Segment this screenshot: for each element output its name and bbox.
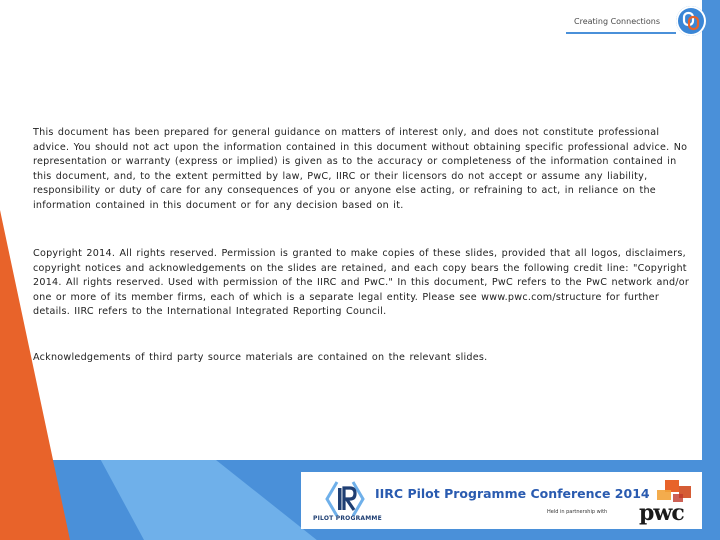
copyright-paragraph: Copyright 2014. All rights reserved. Permission is granted to make copies of these slides, provided that all logos, disclaimers, copyright notices and acknowledgements on the slides are retained, and each copy bears the following credit line: "Copyright 2014. All rights reserved. Used with permission of the IIRC and PwC." In this document, PwC refers to the PwC network and/or one or more of its member firms, each of which is a separate legal entity. Please see www.pwc.com/structure for further details. IIRC refers to the International Integrated Reporting Council. (33, 248, 690, 318)
conference-title: IIRC Pilot Programme Conference 2014 (375, 486, 650, 501)
ir-logo-subtitle: PILOT PROGRAMME (313, 515, 382, 522)
held-in-partnership-text: Held in partnership with (547, 509, 608, 515)
conference-banner (301, 472, 702, 529)
acknowledgements-paragraph: Acknowledgements of third party source materials are contained on the relevant slides. (33, 352, 488, 363)
header-tagline: Creating Connections (574, 17, 661, 26)
header-underline (566, 32, 676, 34)
chain-link-icon (676, 6, 706, 36)
disclaimer-paragraph: This document has been prepared for general guidance on matters of interest only, and does not constitute professional advice. You should not act upon the information contained in this document without obtaining specific professional advice. No representation or warranty (express or implied) is given as to the accuracy or completeness of the information contained in this document, and, to the extent permitted by law, PwC, IIRC or their licensors do not accept or assume any liability, responsibility or duty of care for any consequences of you or anyone else acting, or refraining to act, in reliance on the information contained in this document or for any decision based on it. (33, 127, 688, 211)
frame-right-bar (702, 0, 720, 540)
pwc-logo-text: pwc (639, 500, 684, 526)
